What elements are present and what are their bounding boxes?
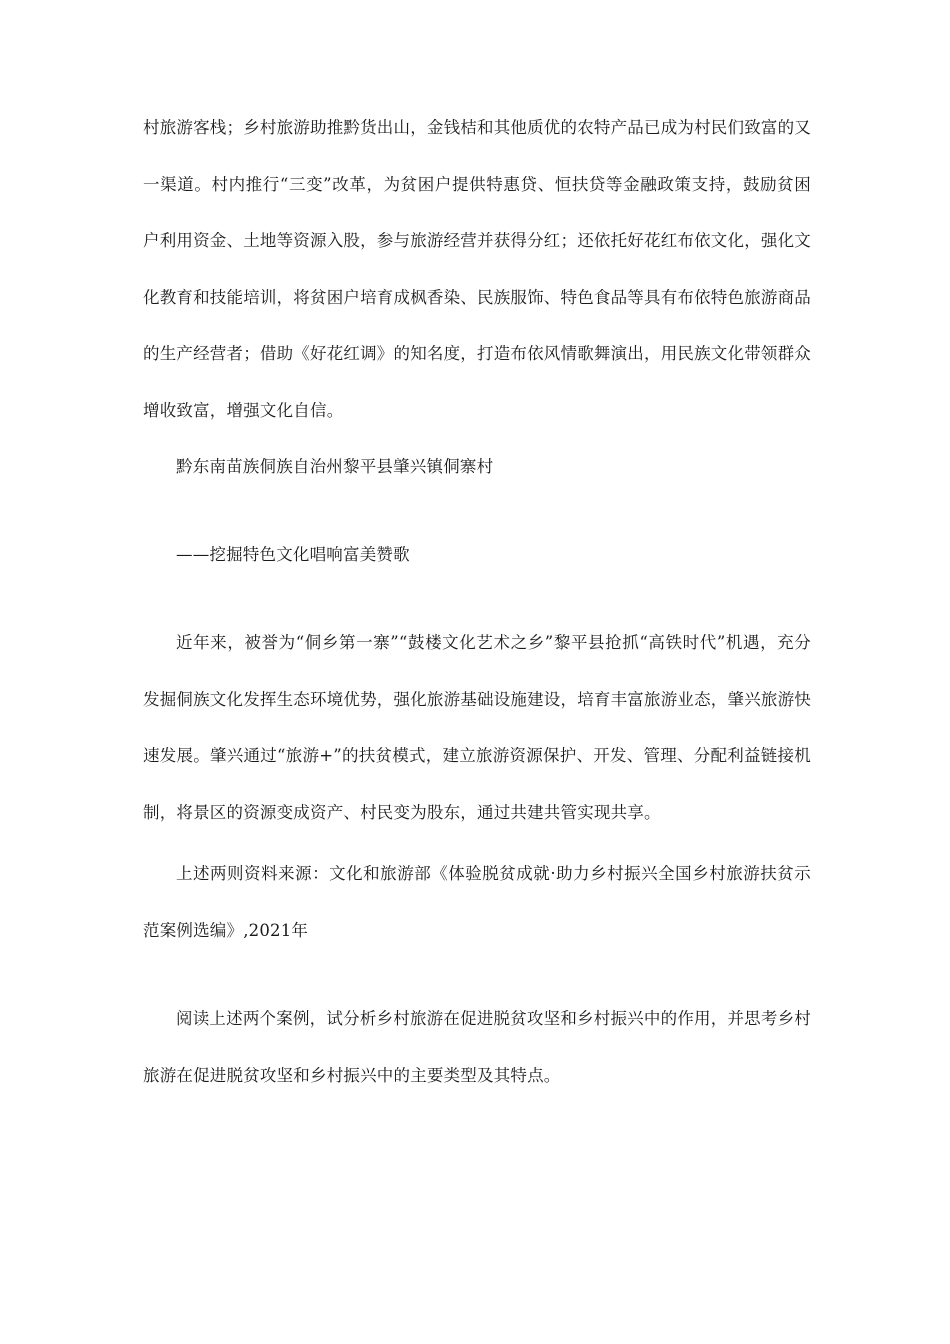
- case-continuation-paragraph: 村旅游客栈；乡村旅游助推黔货出山，金钱桔和其他质优的农特产品已成为村民们致富的又一渠道。村内推行“三变”改革，为贫困户提供特惠贷、恒扶贷等金融政策支持，鼓励贫困户利用资金、土地等资源入股，参与旅游经营并获得分红；还依托好花红布依文化，强化文化教育和技能培训，将贫困户培育成枫香染、民族服饰、特色食品等具有布依特色旅游商品的生产经营者；借助《好花红调》的知名度，打造布依风情歌舞演出，用民族文化带领群众增收致富，增强文化自信。: [143, 118, 811, 420]
- source-note: 上述两则资料来源：文化和旅游部《体验脱贫成就·助力乡村振兴全国乡村旅游扶贫示范案例选编》,2021年: [143, 864, 811, 940]
- case-body-paragraph: 近年来，被誉为“侗乡第一寨”“鼓楼文化艺术之乡”黎平县抢抓“高铁时代”机遇，充分发掘侗族文化发挥生态环境优势，强化旅游基础设施建设，培育丰富旅游业态，肇兴旅游快速发展。肇兴通过“旅游+”的扶贫模式，建立旅游资源保护、开发、管理、分配利益链接机制，将景区的资源变成资产、村民变为股东，通过共建共管实现共享。: [143, 633, 811, 822]
- question-paragraph: 阅读上述两个案例，试分析乡村旅游在促进脱贫攻坚和乡村振兴中的作用，并思考乡村旅游在促进脱贫攻坚和乡村振兴中的主要类型及其特点。: [143, 1009, 811, 1085]
- case-title: 黔东南苗族侗族自治州黎平县肇兴镇侗寨村: [176, 457, 494, 476]
- case-subtitle: ——挖掘特色文化唱响富美赞歌: [176, 545, 410, 564]
